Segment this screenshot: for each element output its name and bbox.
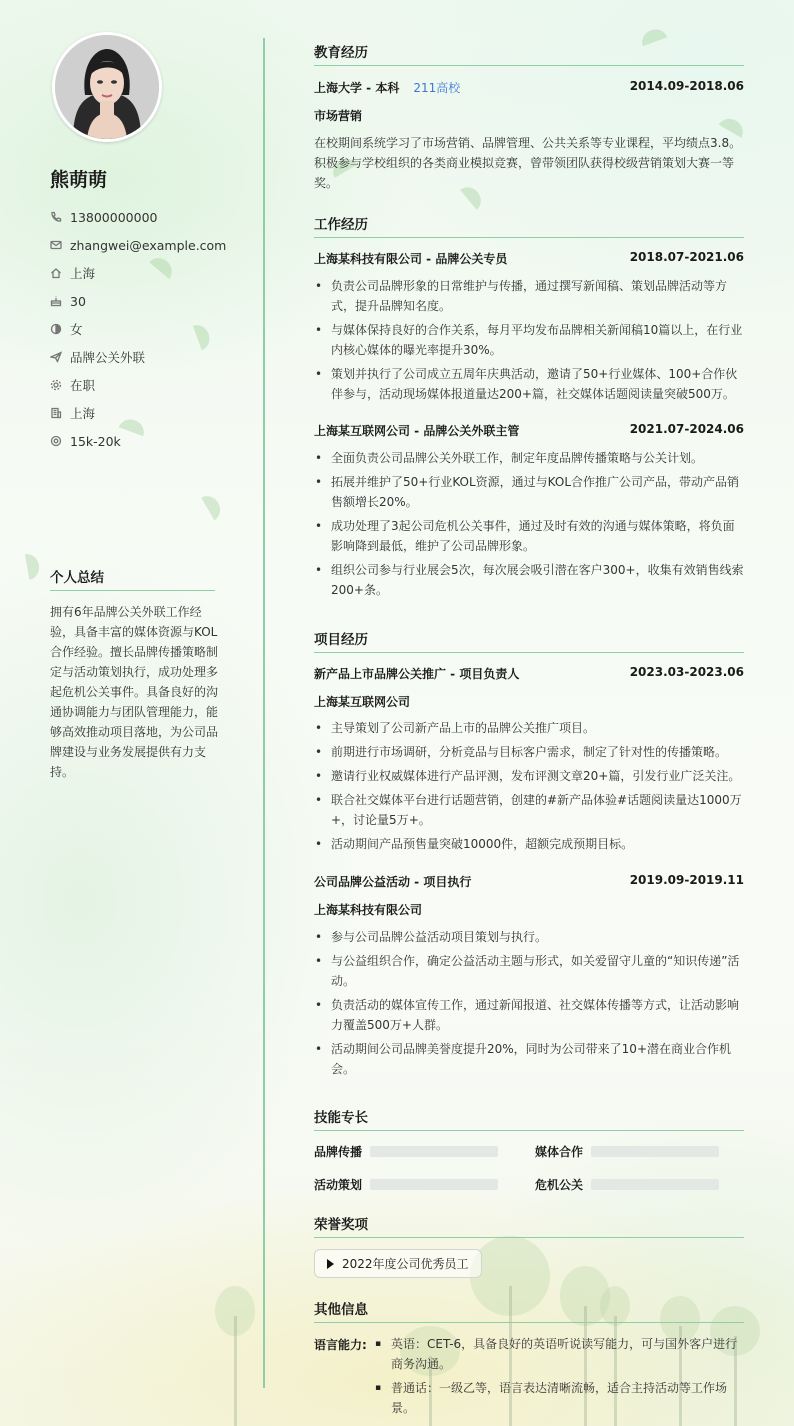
- list-item: ▪ 英语：CET-6，具备良好的英语听说读写能力，可与国外客户进行商务沟通。: [375, 1334, 745, 1374]
- profile-name: 熊萌萌: [50, 169, 108, 191]
- gender-text: 女: [70, 322, 83, 337]
- skill-item: [314, 1176, 498, 1193]
- summary-text: 拥有6年品牌公关外联工作经验，具备丰富的媒体资源与KOL合作经验。擅长品牌传播策略制定与活动策划执行，成功处理多起危机公关事件。具备良好的沟通协调能力与团队管理能力，能够高效推动项目落地，为公司品牌建设与业务发展提供有力支持。: [50, 605, 219, 779]
- project-title: 公司品牌公益活动 - 项目执行: [314, 875, 472, 889]
- info-salary: [50, 427, 250, 455]
- list-item: • 组织公司参与行业展会5次，每次展会吸引潜在客户300+，收集有效销售线索200+条。: [314, 560, 744, 600]
- skill-label: 危机公关: [535, 1178, 584, 1192]
- education-tag: 211高校: [413, 81, 461, 95]
- work-title: 工作经历: [314, 213, 744, 238]
- project-date: 2023.03-2023.06: [629, 665, 744, 679]
- skill-bar: [370, 1146, 498, 1157]
- skill-item: [535, 1143, 719, 1160]
- honors-title: 荣誉奖项: [314, 1213, 744, 1238]
- list-item: • 负责公司品牌形象的日常维护与传播，通过撰写新闻稿、策划品牌活动等方式，提升品牌知名度。: [314, 276, 744, 316]
- education-major: 市场营销: [314, 109, 363, 123]
- list-item: • 与媒体保持良好的合作关系，每月平均发布品牌相关新闻稿10篇以上，在行业内核心媒体的曝光率提升30%。: [314, 320, 744, 360]
- skill-item: [535, 1176, 719, 1193]
- list-item: • 活动期间产品预售量突破10000件，超额完成预期目标。: [314, 834, 744, 854]
- skill-bar: [591, 1179, 719, 1190]
- info-email: [50, 231, 250, 259]
- list-item: • 参与公司品牌公益活动项目策划与执行。: [314, 927, 744, 947]
- education-date: 2014.09-2018.06: [629, 79, 744, 93]
- gear-icon: [50, 379, 70, 391]
- language-label: 语言能力:: [314, 1338, 367, 1352]
- job-date: 2018.07-2021.06: [629, 250, 744, 264]
- list-item: • 成功处理了3起公司危机公关事件，通过及时有效的沟通与媒体策略，将负面影响降到最低，维护了公司品牌形象。: [314, 516, 744, 556]
- job-header: [314, 422, 744, 439]
- phone-icon: [50, 211, 70, 223]
- education-title: 教育经历: [314, 41, 744, 66]
- play-triangle-icon: [327, 1259, 334, 1269]
- education-school: 上海大学 - 本科: [314, 81, 400, 95]
- list-item: • 前期进行市场调研，分析竞品与目标客户需求，制定了针对性的传播策略。: [314, 742, 744, 762]
- send-icon: [50, 351, 70, 363]
- skill-bar: [591, 1146, 719, 1157]
- list-item: • 主导策划了公司新产品上市的品牌公关推广项目。: [314, 718, 744, 738]
- list-item: • 拓展并维护了50+行业KOL资源，通过与KOL合作推广公司产品，带动产品销售额增长20%。: [314, 472, 744, 512]
- list-item: • 全面负责公司品牌公关外联工作，制定年度品牌传播策略与公关计划。: [314, 448, 744, 468]
- project-bullets: [314, 927, 744, 1083]
- salary-text: 15k-20k: [70, 433, 121, 449]
- city-text: 上海: [70, 406, 96, 421]
- email-text: zhangwei@example.com: [70, 237, 227, 253]
- award-label: 2022年度公司优秀员工: [342, 1257, 469, 1271]
- list-item: ▪ 普通话：一级乙等，语言表达清晰流畅，适合主持活动等工作场景。: [375, 1378, 745, 1418]
- info-age: [50, 287, 250, 315]
- gender-icon: [50, 323, 70, 335]
- job-bullets: [314, 276, 744, 408]
- position-text: 品牌公关外联: [70, 350, 146, 365]
- project-company: 上海某科技有限公司: [314, 903, 423, 917]
- list-item: • 与公益组织合作，确定公益活动主题与形式，如关爱留守儿童的“知识传递”活动。: [314, 951, 744, 991]
- info-location: [50, 259, 250, 287]
- skill-label: 活动策划: [314, 1178, 363, 1192]
- job-title: 上海某互联网公司 - 品牌公关外联主管: [314, 424, 520, 438]
- list-item: • 负责活动的媒体宣传工作，通过新闻报道、社交媒体传播等方式，让活动影响力覆盖500万+人群。: [314, 995, 744, 1035]
- project-company: 上海某互联网公司: [314, 695, 411, 709]
- coin-icon: [50, 435, 70, 447]
- home-icon: [50, 267, 70, 279]
- project-date: 2019.09-2019.11: [629, 873, 744, 887]
- award-toggle-button[interactable]: [314, 1249, 482, 1278]
- contact-info-list: [50, 203, 250, 455]
- project-header: [314, 665, 744, 682]
- info-city: [50, 399, 250, 427]
- other-title: 其他信息: [314, 1298, 744, 1323]
- info-phone: [50, 203, 250, 231]
- project-header: [314, 873, 744, 890]
- vertical-divider: [263, 38, 265, 1388]
- skill-bar: [370, 1179, 498, 1190]
- list-item: • 活动期间公司品牌美誉度提升20%，同时为公司带来了10+潜在商业合作机会。: [314, 1039, 744, 1079]
- summary-title: 个人总结: [50, 566, 215, 591]
- list-item: • 邀请行业权威媒体进行产品评测，发布评测文章20+篇，引发行业广泛关注。: [314, 766, 744, 786]
- project-title: 新产品上市品牌公关推广 - 项目负责人: [314, 667, 520, 681]
- cake-icon: [50, 295, 70, 307]
- skills-title: 技能专长: [314, 1106, 744, 1131]
- job-title: 上海某科技有限公司 - 品牌公关专员: [314, 252, 508, 266]
- skill-label: 品牌传播: [314, 1145, 363, 1159]
- avatar: [52, 32, 162, 142]
- avatar-portrait-icon: [55, 35, 159, 139]
- age-text: 30: [70, 293, 86, 309]
- phone-text: 13800000000: [70, 209, 158, 225]
- language-list: [375, 1334, 745, 1422]
- skill-label: 媒体合作: [535, 1145, 584, 1159]
- job-date: 2021.07-2024.06: [629, 422, 744, 436]
- location-text: 上海: [70, 266, 96, 281]
- mail-icon: [50, 239, 70, 251]
- info-gender: [50, 315, 250, 343]
- job-header: [314, 250, 744, 267]
- project-bullets: [314, 718, 744, 858]
- projects-title: 项目经历: [314, 628, 744, 653]
- list-item: • 策划并执行了公司成立五周年庆典活动，邀请了50+行业媒体、100+合作伙伴参与，活动现场媒体报道量达200+篇，社交媒体话题阅读量突破500万。: [314, 364, 744, 404]
- building-icon: [50, 407, 70, 419]
- list-item: • 联合社交媒体平台进行话题营销，创建的#新产品体验#话题阅读量达1000万+，讨论量5万+。: [314, 790, 744, 830]
- info-status: [50, 371, 250, 399]
- skill-item: [314, 1143, 498, 1160]
- education-header: [314, 79, 744, 96]
- job-bullets: [314, 448, 744, 604]
- info-position: [50, 343, 250, 371]
- status-text: 在职: [70, 378, 96, 393]
- education-description: 在校期间系统学习了市场营销、品牌管理、公共关系等专业课程，平均绩点3.8。积极参与学校组织的各类商业模拟竞赛，曾带领团队获得校级营销策划大赛一等奖。: [314, 136, 742, 190]
